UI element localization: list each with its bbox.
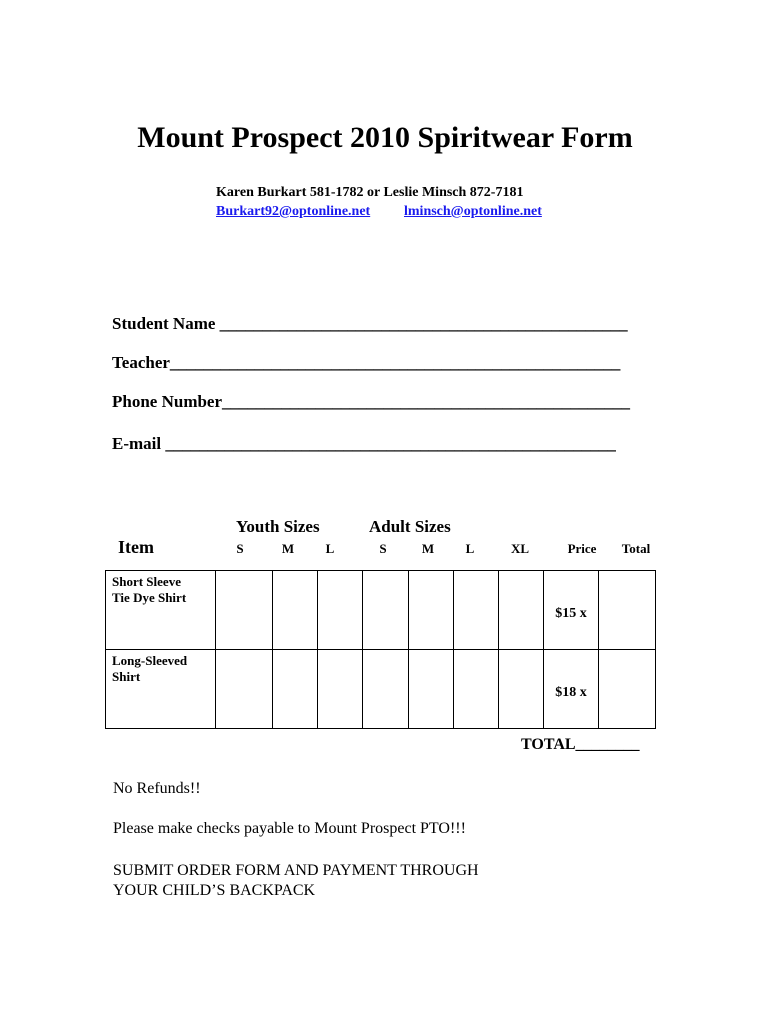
size-header-adult-l: L [465,541,475,556]
item-header: Item [118,537,154,557]
size-header-youth-m: M [281,541,295,556]
item-name-line: Tie Dye Shirt [112,590,187,605]
email-link-minsch[interactable]: lminsch@optonline.net [404,204,542,219]
contact-email-2 [404,204,542,220]
email-link-burkart[interactable]: Burkart92@optonline.net [216,204,371,219]
email-field[interactable]: E-mail _____________________________________________________ [112,434,616,453]
qty-cell-adult-m[interactable] [409,571,454,650]
size-header-youth-l: L [325,541,335,556]
youth-sizes-header: Youth Sizes [236,517,320,536]
contact-email-1 [216,204,370,220]
qty-cell-adult-xl[interactable] [499,571,544,650]
item-cell [106,650,216,729]
qty-cell-adult-xl[interactable] [499,650,544,729]
student-name-field[interactable]: Student Name ________________________________________________ [112,314,628,333]
item-cell [106,571,216,650]
qty-cell-adult-s[interactable] [363,650,409,729]
page-title: Mount Prospect 2010 Spiritwear Form [137,121,633,154]
row-total-cell[interactable] [599,571,656,650]
teacher-field[interactable]: Teacher_____________________________________________________ [112,353,621,372]
qty-cell-adult-s[interactable] [363,571,409,650]
order-table [105,570,656,729]
table-row [106,650,656,729]
size-header-adult-m: M [421,541,435,556]
qty-cell-youth-s[interactable] [216,571,273,650]
submit-instructions-line-1: SUBMIT ORDER FORM AND PAYMENT THROUGH [113,862,479,879]
checks-payable-note: Please make checks payable to Mount Prospect PTO!!! [113,820,466,837]
grand-total-field[interactable]: TOTAL________ [521,736,640,753]
size-header-youth-s: S [236,541,244,556]
qty-cell-youth-l[interactable] [318,571,363,650]
price-cell: $18 x [544,650,599,729]
qty-cell-adult-l[interactable] [454,650,499,729]
table-row [106,571,656,650]
contact-line: Karen Burkart 581-1782 or Leslie Minsch 872-7181 [216,185,524,200]
no-refunds-note: No Refunds!! [113,780,201,797]
qty-cell-adult-l[interactable] [454,571,499,650]
adult-sizes-header: Adult Sizes [369,517,451,536]
total-header: Total [621,541,651,556]
item-name-line: Shirt [112,669,141,684]
size-header-adult-xl: XL [510,541,530,556]
phone-number-field[interactable]: Phone Number________________________________________________ [112,392,631,411]
row-total-cell[interactable] [599,650,656,729]
submit-instructions-line-2: YOUR CHILD’S BACKPACK [113,882,316,899]
size-header-adult-s: S [379,541,387,556]
qty-cell-youth-m[interactable] [273,571,318,650]
qty-cell-youth-m[interactable] [273,650,318,729]
qty-cell-youth-s[interactable] [216,650,273,729]
qty-cell-adult-m[interactable] [409,650,454,729]
price-cell: $15 x [544,571,599,650]
price-header: Price [567,541,597,556]
item-name-line: Short Sleeve [112,574,181,589]
qty-cell-youth-l[interactable] [318,650,363,729]
item-name-line: Long-Sleeved [112,653,188,668]
